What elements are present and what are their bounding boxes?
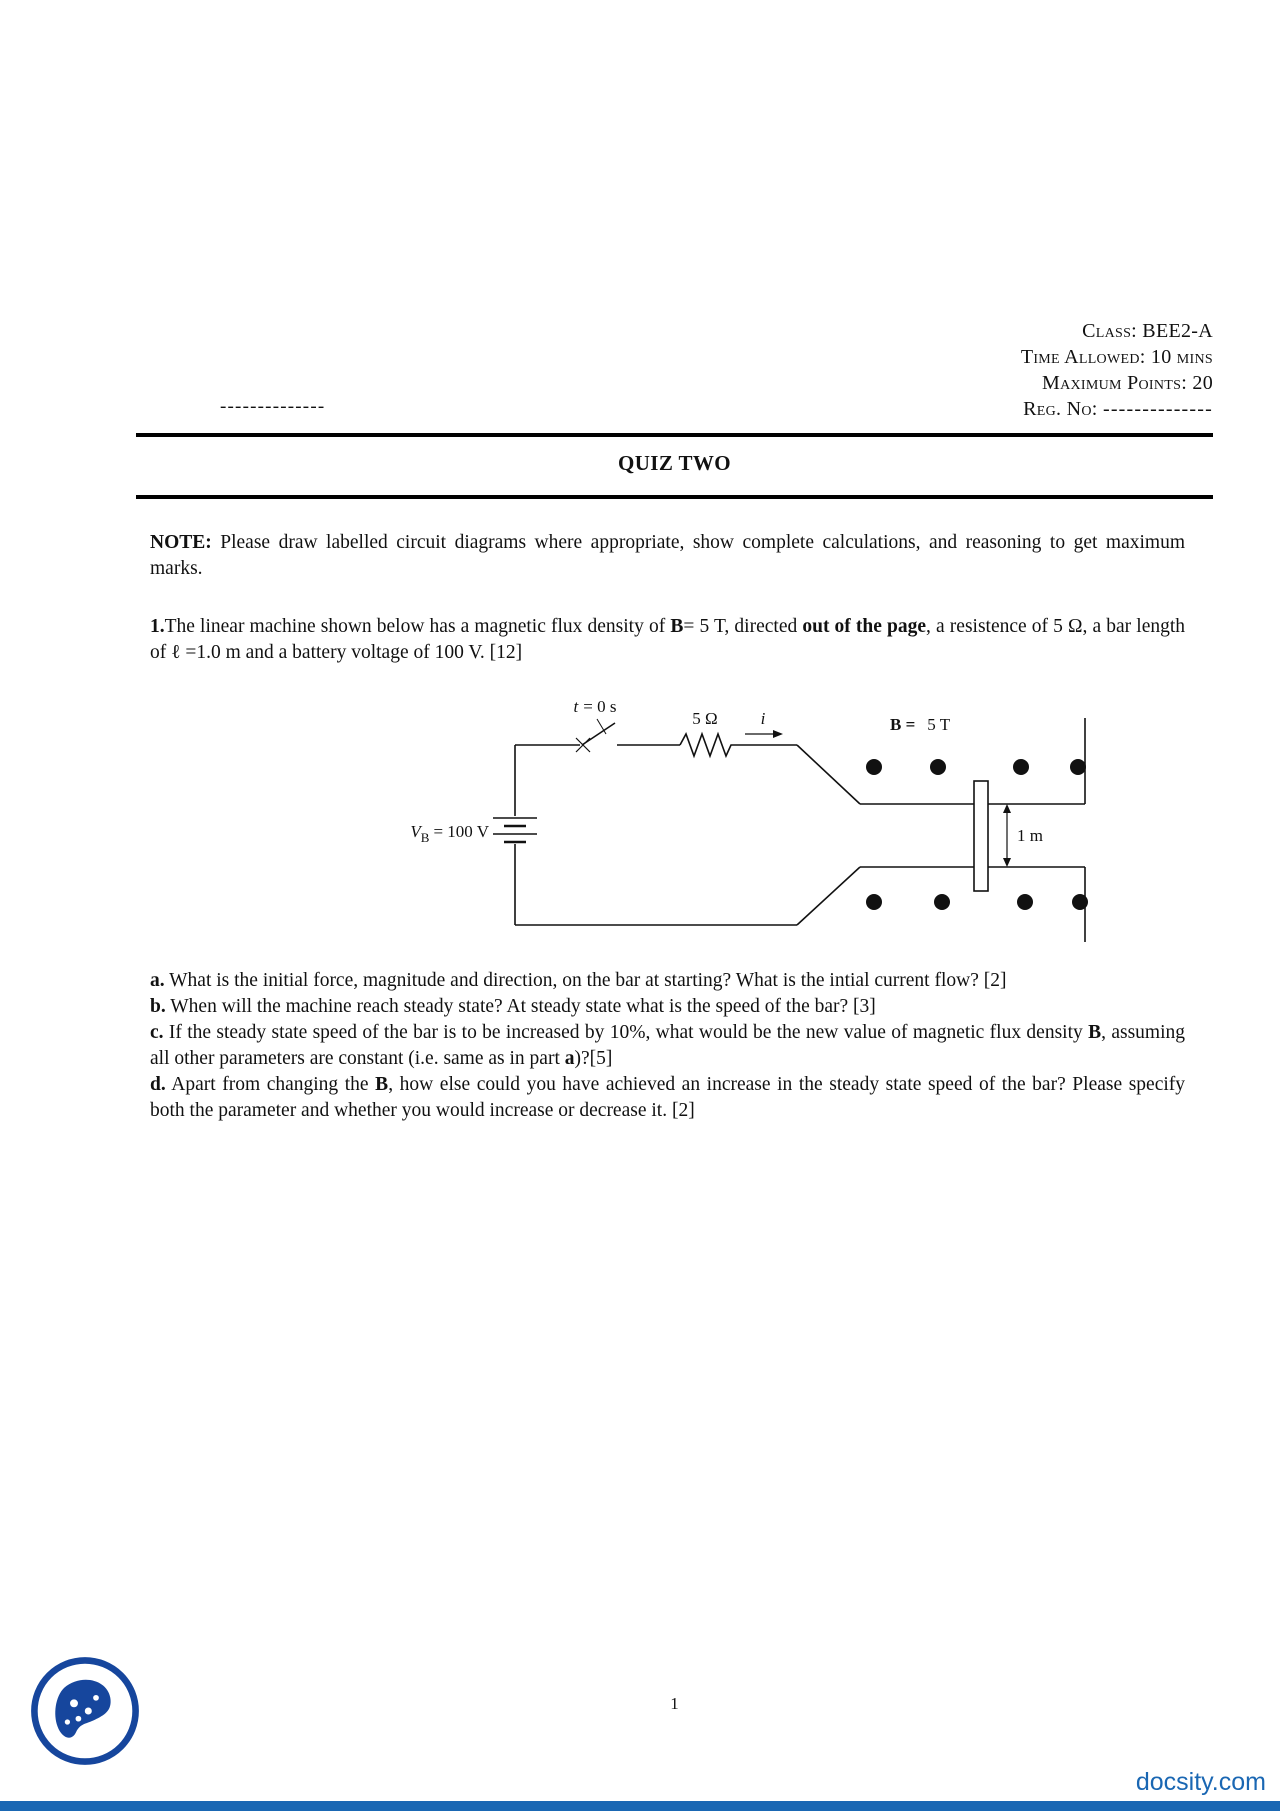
logo-dot (85, 1707, 92, 1714)
battery-voltage-label: $V_B = 100$ V (410, 822, 489, 845)
field-dot-icon (866, 759, 882, 775)
field-strength-label: B = 5 T (890, 715, 951, 734)
field-dot-icon (866, 894, 882, 910)
left-blank-line: -------------- (220, 396, 326, 417)
logo-dot (65, 1719, 70, 1724)
current-label: i (760, 709, 766, 728)
docsity-logo-icon (30, 1656, 140, 1766)
circuit-diagram (385, 690, 1110, 945)
part-d: d. Apart from changing the B, how else could you have achieved an increase in the steady state speed of the bar? Please specify both the parameter and whether you would increase or decrease it. [2] (150, 1074, 1186, 1121)
note-paragraph: NOTE: Please draw labelled circuit diagrams where appropriate, show complete calculations, and reasoning to get maximum marks. (150, 532, 1185, 579)
switch-time-label: t = 0 s (573, 697, 617, 716)
part-a: a. What is the initial force, magnitude and direction, on the bar at starting? What is the intial current flow? [2] (150, 970, 1007, 991)
resistor-label: 5 Ω (692, 709, 718, 728)
reg-no-blank: -------------- (1102, 398, 1213, 420)
question-parts (150, 968, 1185, 1124)
logo-dot (70, 1699, 78, 1707)
title-rule-bottom (136, 495, 1213, 499)
field-dot-icon (934, 894, 950, 910)
class-line: Class: BEE2-A (1082, 320, 1213, 342)
field-dot-icon (930, 759, 946, 775)
part-b: b. When will the machine reach steady state? At steady state what is the speed of the bar? [3] (150, 996, 876, 1017)
field-dot-icon (1070, 759, 1086, 775)
reg-no-label: Reg. No: (1023, 398, 1098, 420)
logo-dot (76, 1716, 82, 1722)
sliding-bar (974, 781, 988, 891)
part-c: c. If the steady state speed of the bar is to be increased by 10%, what would be the new value of magnetic flux density B, assuming all other parameters are constant (i.e. same as in part a)?[5] (150, 1022, 1186, 1069)
reg-no-line (1021, 396, 1213, 422)
field-dot-icon (1017, 894, 1033, 910)
wire-diagonal-top (797, 745, 860, 804)
field-dot-icon (1072, 894, 1088, 910)
bar-length-label: 1 m (1017, 826, 1043, 845)
logo-dot (93, 1695, 99, 1701)
page-number: 1 (670, 1694, 679, 1713)
circuit-wires (493, 718, 1085, 942)
current-arrowhead-icon (773, 730, 783, 738)
time-allowed-line: Time Allowed: 10 mins (1020, 346, 1213, 368)
title-rule-top (136, 433, 1213, 437)
question-1-intro: 1.The linear machine shown below has a magnetic flux density of B= 5 T, directed out of the page, a resistence of 5 Ω, a bar length of ℓ =1.0 m and a battery voltage of 100 V. [12] (150, 616, 1186, 663)
page-title: QUIZ TWO (617, 451, 732, 475)
docsity-brand-link[interactable]: docsity.com (1135, 1768, 1266, 1796)
header-info (1021, 318, 1213, 422)
bar-arrowhead-bottom-icon (1003, 858, 1011, 867)
wire-diagonal-bottom (797, 867, 860, 925)
maximum-points-line: Maximum Points: 20 (1042, 372, 1213, 394)
field-dot-icon (1013, 759, 1029, 775)
bar-arrowhead-top-icon (1003, 804, 1011, 813)
resistor-symbol (680, 734, 737, 756)
footer-bar (0, 1801, 1280, 1811)
